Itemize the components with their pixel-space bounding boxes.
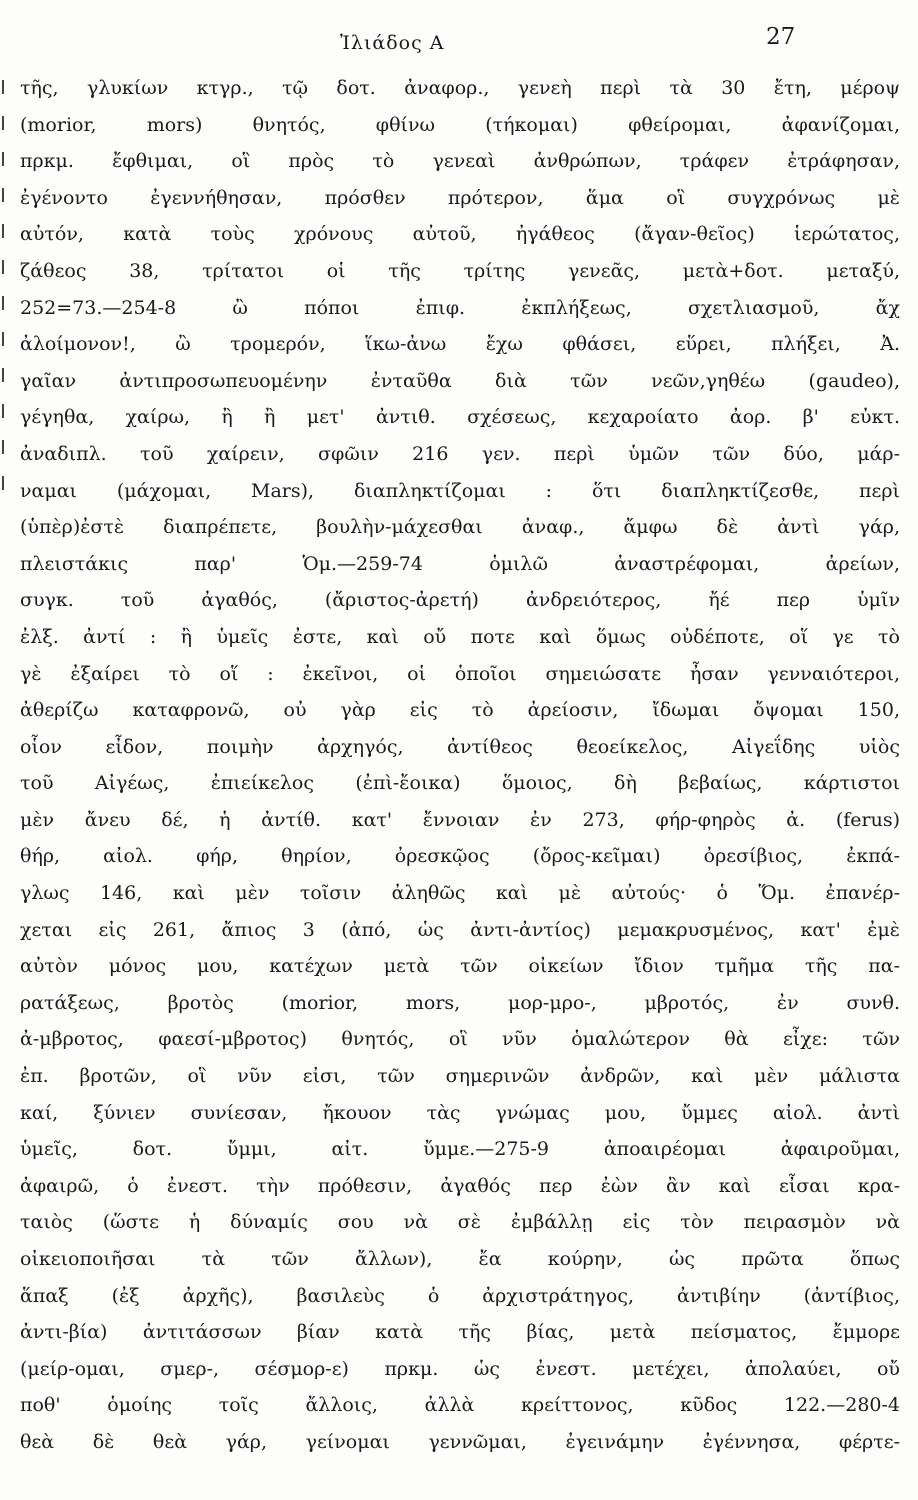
text-line: αὐτόν, κατὰ τοὺς χρόνους αὐτοῦ, ἠγάθεος (ἄγαν-θεῖος) ἱερώτατος, [20,223,900,246]
text-line: αὐτὸν μόνος μου, κατέχων μετὰ τῶν οἰκείων ἴδιον τμῆμα τῆς πα- [20,955,900,978]
text-line: γλως 146, καὶ μὲν τοῖσιν ἀληθῶς καὶ μὲ αὐτούς· ὁ Ὅμ. ἐπανέρ- [20,882,900,905]
text-line: συγκ. τοῦ ἀγαθός, (ἄριστος-ἀρετή) ἀνδρειότερος, ἤέ περ ὑμῖν [20,589,900,612]
margin-mark [2,260,4,274]
text-line: θεὰ δὲ θεὰ γάρ, γείνομαι γεννῶμαι, ἐγεινάμην ἐγέννησα, φέρτε- [20,1430,900,1453]
text-line: γέγηθα, χαίρω, ἢ ἢ μετ' ἀντιθ. σχέσεως, κεχαροίατο ἀορ. β' εὐκτ. [20,406,900,429]
text-line: (μείρ-ομαι, σμερ-, σέσμορ-ε) πρκμ. ὡς ἐνεστ. μετέχει, ἀπολαύει, οὔ [20,1357,900,1380]
text-line: ἀναδιπλ. τοῦ χαίρειν, σφῶιν 216 γεν. περὶ ὑμῶν τῶν δύο, μάρ- [20,442,900,465]
margin-mark [2,404,4,418]
margin-mark [2,80,4,94]
text-line: ταιὸς (ὥστε ἡ δύναμίς σου νὰ σὲ ἐμβάλλῃ εἰς τὸν πειρασμὸν νὰ [20,1211,900,1234]
page-number: 27 [766,24,796,50]
text-line: ἀ-μβροτος, φαεσί-μβροτος) θνητός, οἳ νῦν ὁμαλώτερον θὰ εἶχε: τῶν [20,1028,900,1051]
text-line: ἅπαξ (ἐξ ἀρχῆς), βασιλεὺς ὁ ἀρχιστράτηγος, ἀντιβίην (ἀντίβιος, [20,1284,900,1307]
text-line: οἰκειοποιῆσαι τὰ τῶν ἄλλων), ἔα κούρην, ὡς πρῶτα ὅπως [20,1248,900,1270]
text-line: 252=73.—254-8 ὢ πόποι ἐπιφ. ἐκπλήξεως, σχετλιασμοῦ, ἄχ [20,296,900,319]
text-line: πρκμ. ἔφθιμαι, οἳ πρὸς τὸ γενεαὶ ἀνθρώπων, τράφεν ἐτράφησαν, [20,150,900,173]
text-line: ἀντι-βία) ἀντιτάσσων βίαν κατὰ τῆς βίας, μετὰ πείσματος, ἔμμορε [20,1321,900,1344]
text-line: ὑμεῖς, δοτ. ὔμμι, αἰτ. ὔμμε.—275-9 ἀποαιρέομαι ἀφαιροῦμαι, [20,1138,900,1161]
text-line: (morior, mors) θνητός, φθίνω (τήκομαι) φθείρομαι, ἀφανίζομαι, [20,113,900,136]
text-line: οἷον εἶδον, ποιμὴν ἀρχηγός, ἀντίθεος θεοείκελος, Αἰγεΐδης υἱὸς [20,735,900,758]
running-title: Ἰλιάδος Α [340,32,445,54]
text-line: ποθ' ὁμοίης τοῖς ἄλλοις, ἀλλὰ κρείττονος, κῦδος 122.—280-4 [20,1394,900,1417]
text-line: καί, ξύνιεν συνίεσαν, ἤκουον τὰς γνώμας μου, ὔμμες αἰολ. ἀντὶ [20,1101,900,1124]
margin-mark [2,440,4,454]
text-line: θήρ, αἰολ. φήρ, θηρίον, ὀρεσκῷος (ὄρος-κεῖμαι) ὀρεσίβιος, ἐκπά- [20,845,900,868]
text-line: ζάθεος 38, τρίτατοι οἱ τῆς τρίτης γενεᾶς, μετὰ+δοτ. μεταξύ, [20,259,900,282]
text-line: (ὑπὲρ)ἐστὲ διαπρέπετε, βουλὴν-μάχεσθαι ἀναφ., ἄμφω δὲ ἀντὶ γάρ, [20,516,900,539]
margin-mark [2,116,4,130]
text-line: ἐλξ. ἀντί : ἢ ὑμεῖς ἐστε, καὶ οὔ ποτε καὶ ὅμως οὐδέποτε, οἵ γε τὸ [20,625,900,648]
text-line: γαῖαν ἀντιπροσωπευομένην ἐνταῦθα διὰ τῶν νεῶν,γηθέω (gaudeo), [20,369,900,392]
text-line: πλειστάκις παρ' Ὁμ.—259-74 ὁμιλῶ ἀναστρέφομαι, ἀρείων, [20,552,900,575]
text-line: ναμαι (μάχομαι, Mars), διαπληκτίζομαι : ὅτι διαπληκτίζεσθε, περὶ [20,479,900,502]
text-line: ἐπ. βροτῶν, οἳ νῦν εἰσι, τῶν σημερινῶν ἀνδρῶν, καὶ μὲν μάλιστα [20,1065,900,1088]
text-line: μὲν ἄνευ δέ, ἡ ἀντίθ. κατ' ἔννοιαν ἐν 273, φήρ-φηρὸς ἀ. (ferus) [20,808,900,831]
text-line: χεται εἰς 261, ἄπιος 3 (ἀπό, ὡς ἀντι-ἀντίος) μεμακρυσμένος, κατ' ἐμὲ [20,918,900,941]
commentary-text [20,70,900,1461]
margin-mark [2,224,4,238]
text-line: ἀθερίζω καταφρονῶ, οὐ γὰρ εἰς τὸ ἀρείοσιν, ἴδωμαι ὄψομαι 150, [20,699,900,722]
margin-mark [2,152,4,166]
margin-mark [2,368,4,382]
margin-marks [2,80,10,1380]
margin-mark [2,332,4,346]
margin-mark [2,296,4,310]
margin-mark [2,476,4,490]
text-line: ρατάξεως, βροτὸς (morior, mors, μορ-μρο-, μβροτός, ἐν συνθ. [20,991,900,1014]
text-line: τῆς, γλυκίων κτγρ., τῷ δοτ. ἀναφορ., γενεὴ περὶ τὰ 30 ἔτη, μέροψ [20,77,900,99]
text-line: γὲ ἐξαίρει τὸ οἵ : ἐκεῖνοι, οἱ ὁποῖοι σημειώσατε ἦσαν γενναιότεροι, [20,662,900,685]
margin-mark [2,188,4,202]
text-line: ἐγένοντο ἐγεννήθησαν, πρόσθεν πρότερον, ἅμα οἳ συγχρόνως μὲ [20,186,900,209]
text-line: ἀλοίμονον!, ὢ τρομερόν, ἵκω-ἀνω ἔχω φθάσει, εὕρει, πλήξει, Ἀ. [20,333,900,356]
running-head [0,20,918,64]
text-line: τοῦ Αἰγέως, ἐπιείκελος (ἐπὶ-ἔοικα) ὅμοιος, δὴ βεβαίως, κάρτιστοι [20,772,900,795]
text-line: ἀφαιρῶ, ὁ ἐνεστ. τὴν πρόθεσιν, ἀγαθός περ ἐὼν ἂν καὶ εἶσαι κρα- [20,1174,900,1197]
